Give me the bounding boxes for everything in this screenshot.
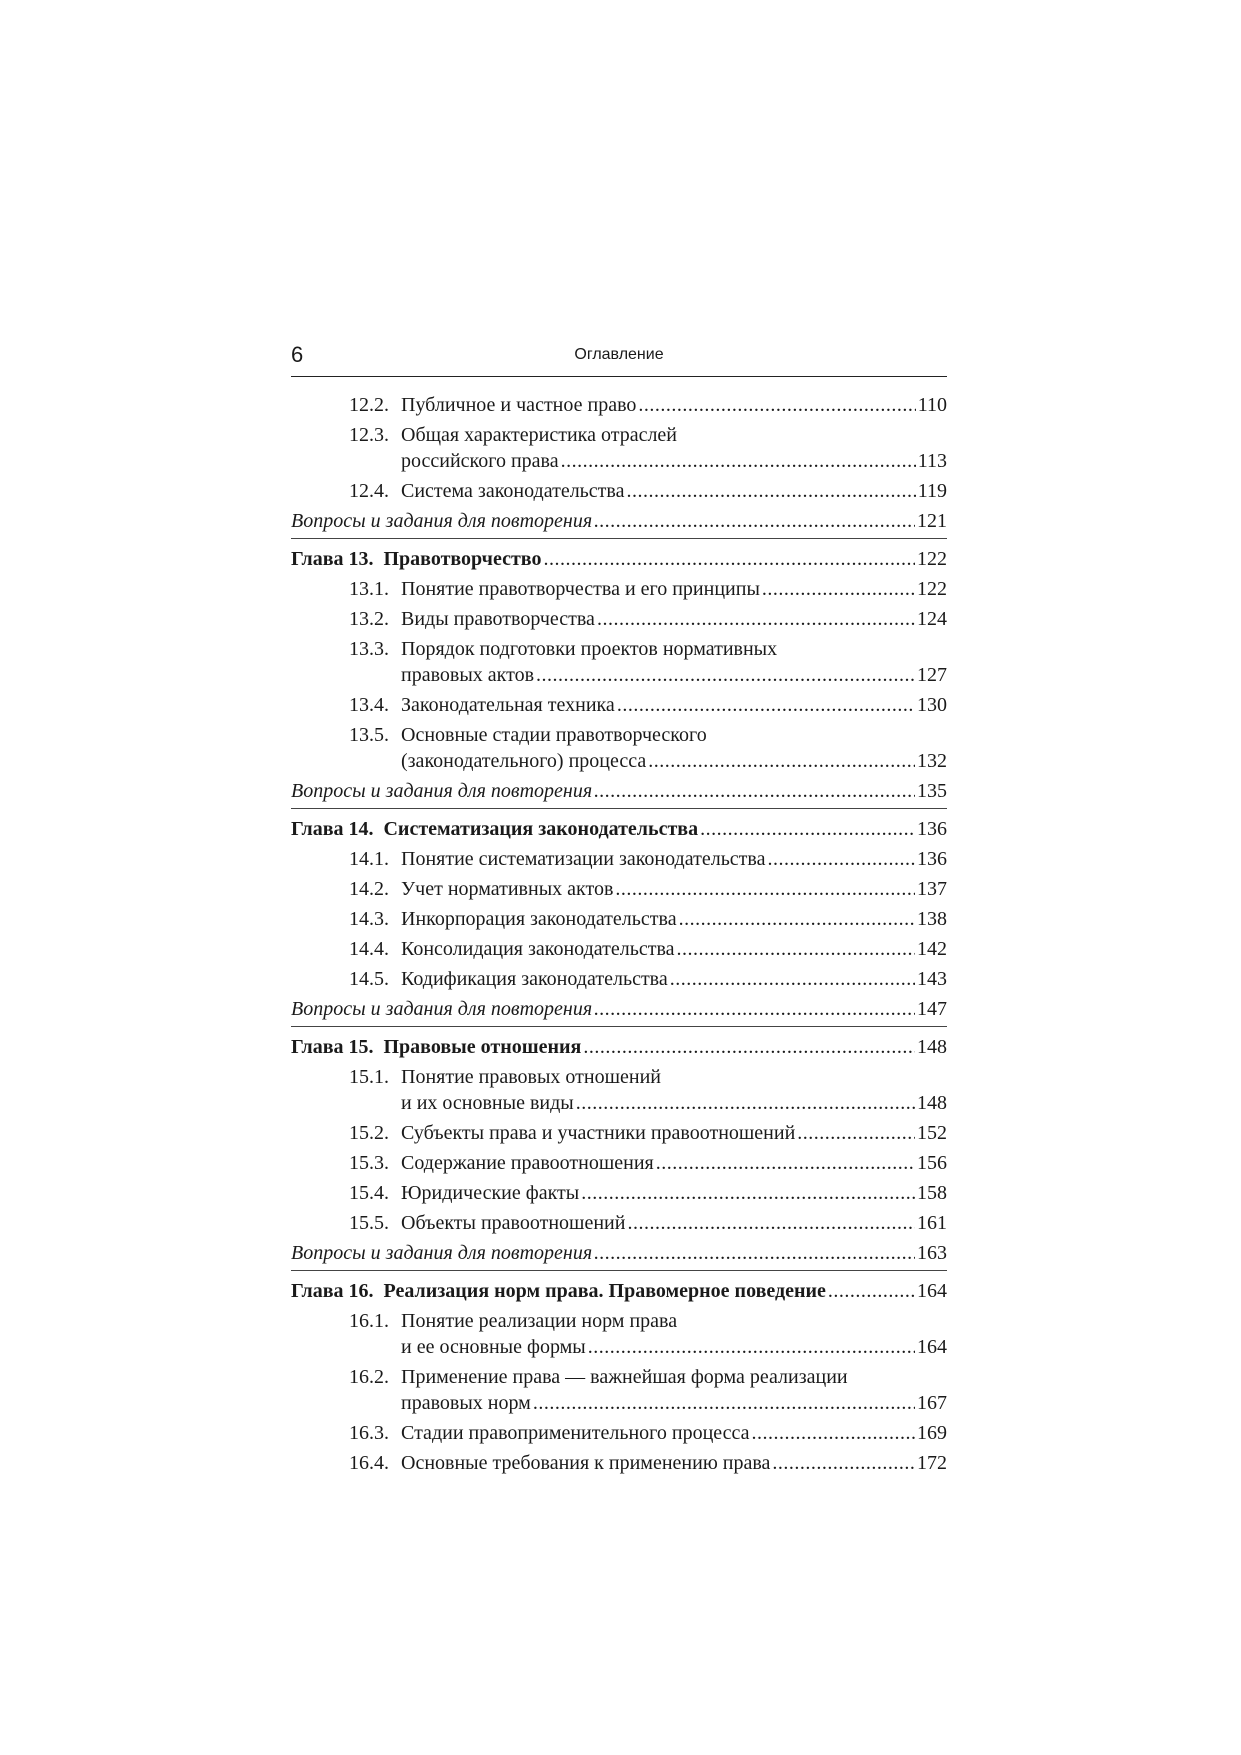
running-title: Оглавление bbox=[574, 346, 664, 363]
table-of-contents bbox=[291, 390, 947, 1478]
page-ref: 161 bbox=[917, 1212, 947, 1234]
section-number: 16.1. bbox=[349, 1310, 389, 1332]
page-ref: 164 bbox=[917, 1280, 947, 1302]
dot-leader bbox=[627, 1210, 915, 1236]
section-title: Общая характеристика отраслей bbox=[401, 424, 678, 446]
section-title: Содержание правоотношения bbox=[401, 1152, 654, 1174]
dot-leader bbox=[594, 1240, 915, 1266]
dot-leader bbox=[752, 1420, 915, 1446]
page-ref: 137 bbox=[917, 878, 947, 900]
toc-chapter-entry bbox=[291, 814, 947, 844]
dot-leader bbox=[626, 478, 915, 504]
section-number: 15.4. bbox=[349, 1182, 389, 1204]
page-ref: 156 bbox=[917, 1152, 947, 1174]
section-title: Система законодательства bbox=[401, 480, 625, 502]
toc-questions-entry bbox=[291, 994, 947, 1024]
section-number: 15.2. bbox=[349, 1122, 389, 1144]
dot-leader bbox=[583, 1034, 915, 1060]
section-number: 13.4. bbox=[349, 694, 389, 716]
section-number: 12.3. bbox=[349, 424, 389, 446]
section-title: российского права bbox=[401, 450, 559, 472]
dot-leader bbox=[615, 876, 915, 902]
section-title: и их основные виды bbox=[401, 1092, 574, 1114]
section-number: 14.4. bbox=[349, 938, 389, 960]
section-title: Инкорпорация законодательства bbox=[401, 908, 677, 930]
toc-section-entry bbox=[291, 634, 947, 690]
page-ref: 158 bbox=[917, 1182, 947, 1204]
toc-section-entry bbox=[291, 1448, 947, 1478]
section-number: 13.3. bbox=[349, 638, 389, 660]
section-number: 15.5. bbox=[349, 1212, 389, 1234]
dot-leader bbox=[594, 508, 915, 534]
page-ref: 148 bbox=[917, 1092, 947, 1114]
page-ref: 124 bbox=[917, 608, 947, 630]
chapter-title: Глава 15. Правовые отношения bbox=[291, 1036, 582, 1058]
dot-leader bbox=[772, 1450, 915, 1476]
dot-leader bbox=[656, 1150, 915, 1176]
dot-leader bbox=[594, 778, 915, 804]
dot-leader bbox=[617, 692, 915, 718]
toc-section-entry bbox=[291, 874, 947, 904]
page-ref: 135 bbox=[917, 780, 947, 802]
page-ref: 130 bbox=[917, 694, 947, 716]
section-number: 14.2. bbox=[349, 878, 389, 900]
dot-leader bbox=[581, 1180, 915, 1206]
toc-chapter-entry bbox=[291, 1276, 947, 1306]
section-title: Основные требования к применению права bbox=[401, 1452, 771, 1474]
page-ref: 127 bbox=[917, 664, 947, 686]
section-title: Консолидация законодательства bbox=[401, 938, 675, 960]
page-ref: 163 bbox=[917, 1242, 947, 1264]
toc-section-entry bbox=[291, 476, 947, 506]
questions-title: Вопросы и задания для повторения bbox=[291, 998, 593, 1020]
toc-section-entry bbox=[291, 1208, 947, 1238]
section-title: Юридические факты bbox=[401, 1182, 580, 1204]
section-number: 13.1. bbox=[349, 578, 389, 600]
page-ref: 147 bbox=[917, 998, 947, 1020]
toc-questions-entry bbox=[291, 776, 947, 806]
questions-title: Вопросы и задания для повторения bbox=[291, 1242, 593, 1264]
toc-section-entry bbox=[291, 934, 947, 964]
dot-leader bbox=[588, 1334, 915, 1360]
section-title: Порядок подготовки проектов нормативных bbox=[401, 638, 778, 660]
toc-section-entry bbox=[291, 1062, 947, 1118]
toc-chapter-entry bbox=[291, 544, 947, 574]
dot-leader bbox=[648, 748, 915, 774]
dot-leader bbox=[762, 576, 915, 602]
section-title: Понятие систематизации законодательства bbox=[401, 848, 766, 870]
dot-leader bbox=[597, 606, 915, 632]
toc-section-entry bbox=[291, 1178, 947, 1208]
page-ref: 152 bbox=[917, 1122, 947, 1144]
dot-leader bbox=[594, 996, 915, 1022]
section-title: Применение права — важнейшая форма реализации bbox=[401, 1366, 848, 1388]
dot-leader bbox=[797, 1120, 915, 1146]
section-title: Виды правотворчества bbox=[401, 608, 595, 630]
chapter-title: Глава 16. Реализация норм права. Правомерное поведение bbox=[291, 1280, 826, 1302]
section-number: 15.1. bbox=[349, 1066, 389, 1088]
section-title: Кодификация законодательства bbox=[401, 968, 668, 990]
toc-section-entry bbox=[291, 964, 947, 994]
page-ref: 132 bbox=[917, 750, 947, 772]
section-number: 13.5. bbox=[349, 724, 389, 746]
section-title: Основные стадии правотворческого bbox=[401, 724, 707, 746]
toc-section-entry bbox=[291, 720, 947, 776]
section-number: 14.3. bbox=[349, 908, 389, 930]
page-ref: 122 bbox=[917, 578, 947, 600]
page-ref: 143 bbox=[917, 968, 947, 990]
toc-questions-entry bbox=[291, 506, 947, 536]
section-title: Понятие правотворчества и его принципы bbox=[401, 578, 760, 600]
toc-section-entry bbox=[291, 1306, 947, 1362]
section-title: (законодательного) процесса bbox=[401, 750, 647, 772]
toc-section-entry bbox=[291, 690, 947, 720]
section-number: 14.1. bbox=[349, 848, 389, 870]
page-ref: 148 bbox=[917, 1036, 947, 1058]
section-number: 12.2. bbox=[349, 394, 389, 416]
section-number: 16.2. bbox=[349, 1366, 389, 1388]
page-ref: 172 bbox=[917, 1452, 947, 1474]
toc-section-entry bbox=[291, 1362, 947, 1418]
dot-leader bbox=[536, 662, 915, 688]
toc-section-entry bbox=[291, 604, 947, 634]
page-ref: 119 bbox=[917, 480, 947, 502]
section-title: Публичное и частное право bbox=[401, 394, 637, 416]
chapter-title: Глава 13. Правотворчество bbox=[291, 548, 542, 570]
dot-leader bbox=[576, 1090, 915, 1116]
questions-title: Вопросы и задания для повторения bbox=[291, 780, 593, 802]
toc-section-entry bbox=[291, 390, 947, 420]
section-title: правовых норм bbox=[401, 1392, 531, 1414]
chapter-title: Глава 14. Систематизация законодательства bbox=[291, 818, 699, 840]
page-ref: 121 bbox=[917, 510, 947, 532]
dot-leader bbox=[767, 846, 915, 872]
dot-leader bbox=[543, 546, 915, 572]
questions-title: Вопросы и задания для повторения bbox=[291, 510, 593, 532]
section-number: 13.2. bbox=[349, 608, 389, 630]
section-title: правовых актов bbox=[401, 664, 535, 686]
dot-leader bbox=[638, 392, 915, 418]
page-ref: 136 bbox=[917, 848, 947, 870]
page-ref: 136 bbox=[917, 818, 947, 840]
page-ref: 167 bbox=[917, 1392, 947, 1414]
section-title: Стадии правоприменительного процесса bbox=[401, 1422, 750, 1444]
dot-leader bbox=[670, 966, 915, 992]
toc-section-entry bbox=[291, 904, 947, 934]
page-ref: 113 bbox=[917, 450, 947, 472]
dot-leader bbox=[679, 906, 915, 932]
page-ref: 110 bbox=[917, 394, 947, 416]
section-number: 14.5. bbox=[349, 968, 389, 990]
page-number: 6 bbox=[291, 342, 304, 367]
section-title: и ее основные формы bbox=[401, 1336, 586, 1358]
page-ref: 138 bbox=[917, 908, 947, 930]
section-title: Понятие правовых отношений bbox=[401, 1066, 661, 1088]
toc-section-entry bbox=[291, 1118, 947, 1148]
dot-leader bbox=[533, 1390, 915, 1416]
toc-section-entry bbox=[291, 1148, 947, 1178]
dot-leader bbox=[700, 816, 915, 842]
dot-leader bbox=[677, 936, 915, 962]
page-ref: 122 bbox=[917, 548, 947, 570]
toc-section-entry bbox=[291, 844, 947, 874]
section-title: Понятие реализации норм права bbox=[401, 1310, 678, 1332]
toc-section-entry bbox=[291, 574, 947, 604]
section-number: 16.3. bbox=[349, 1422, 389, 1444]
toc-chapter-entry bbox=[291, 1032, 947, 1062]
running-header bbox=[291, 340, 947, 377]
section-number: 16.4. bbox=[349, 1452, 389, 1474]
section-title: Субъекты права и участники правоотношений bbox=[401, 1122, 796, 1144]
toc-questions-entry bbox=[291, 1238, 947, 1268]
section-title: Объекты правоотношений bbox=[401, 1212, 626, 1234]
dot-leader bbox=[561, 448, 916, 474]
page-ref: 164 bbox=[917, 1336, 947, 1358]
dot-leader bbox=[828, 1278, 915, 1304]
section-title: Законодательная техника bbox=[401, 694, 615, 716]
toc-section-entry bbox=[291, 420, 947, 476]
section-title: Учет нормативных актов bbox=[401, 878, 614, 900]
page-ref: 169 bbox=[917, 1422, 947, 1444]
page-ref: 142 bbox=[917, 938, 947, 960]
section-number: 15.3. bbox=[349, 1152, 389, 1174]
section-number: 12.4. bbox=[349, 480, 389, 502]
toc-section-entry bbox=[291, 1418, 947, 1448]
